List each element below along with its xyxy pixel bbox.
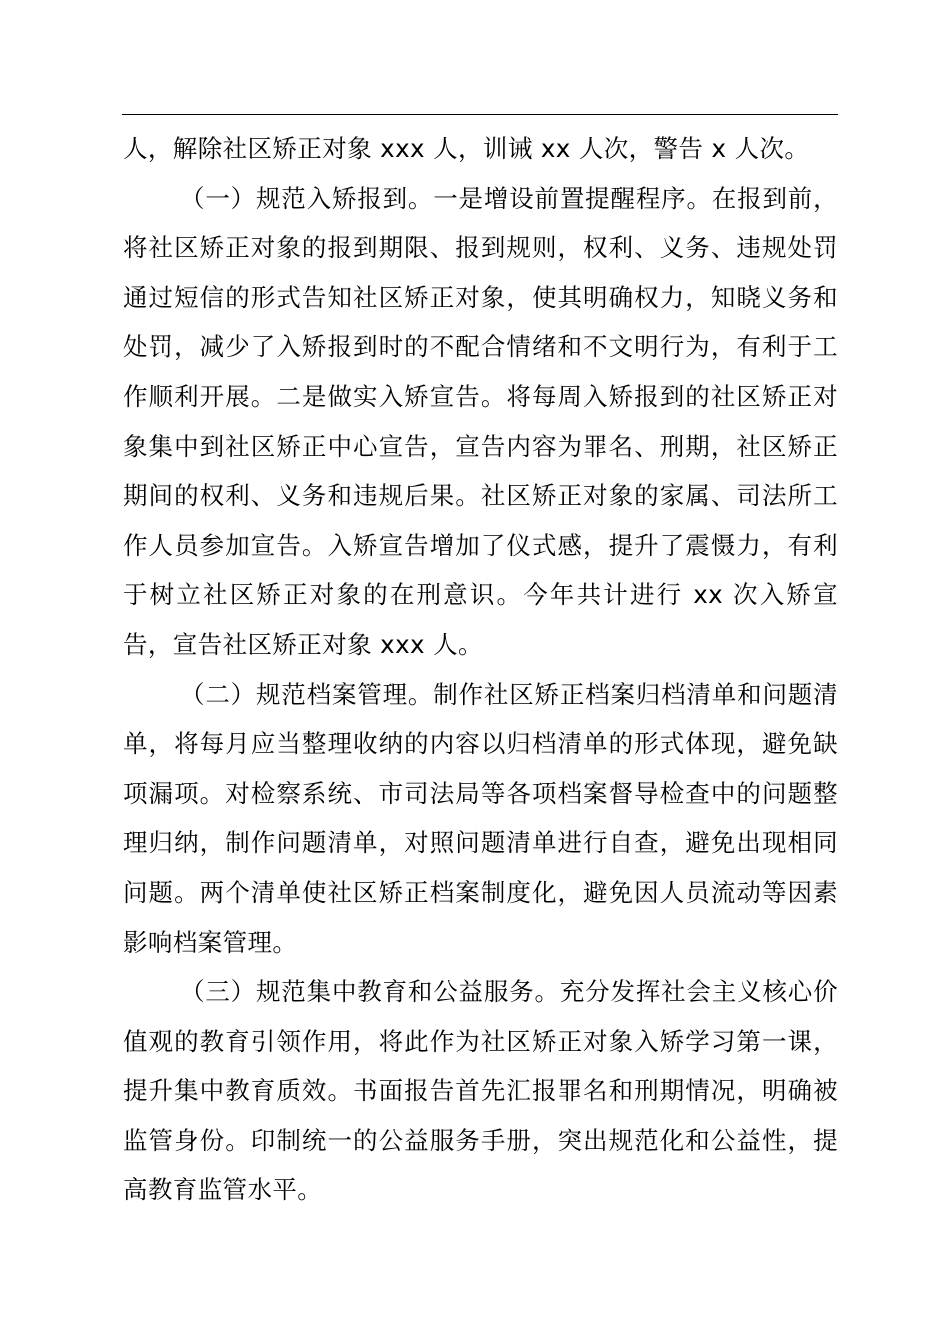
paragraph-section-1: （一）规范入矫报到。一是增设前置提醒程序。在报到前，将社区矫正对象的报到期限、报到规则，权利、义务、违规处罚通过短信的形式告知社区矫正对象，使其明确权力，知晓义务和处罚，减少了入矫报到时的不配合情绪和不文明行为，有利于工作顺利开展。二是做实入矫宣告。将每周入矫报到的社区矫正对象集中到社区矫正中心宣告，宣告内容为罪名、刑期，社区矫正期间的权利、义务和违规后果。社区矫正对象的家属、司法所工作人员参加宣告。入矫宣告增加了仪式感，提升了震慑力，有利于树立社区矫正对象的在刑意识。今年共计进行 xx 次入矫宣告，宣告社区矫正对象 xxx 人。 xyxy=(123,183,838,659)
paragraph-section-3: （三）规范集中教育和公益服务。充分发挥社会主义核心价值观的教育引领作用，将此作为社区矫正对象入矫学习第一课，提升集中教育质效。书面报告首先汇报罪名和刑期情况，明确被监管身份。印制统一的公益服务手册，突出规范化和公益性，提高教育监管水平。 xyxy=(123,977,838,1205)
document-body xyxy=(123,124,838,1215)
paragraph-continuation: 人，解除社区矫正对象 xxx 人，训诫 xx 人次，警告 x 人次。 xyxy=(123,134,810,163)
header-rule xyxy=(122,114,838,115)
paragraph-section-2: （二）规范档案管理。制作社区矫正档案归档清单和问题清单，将每月应当整理收纳的内容以归档清单的形式体现，避免缺项漏项。对检察系统、市司法局等各项档案督导检查中的问题整理归纳，制作问题清单，对照问题清单进行自查，避免出现相同问题。两个清单使社区矫正档案制度化，避免因人员流动等因素影响档案管理。 xyxy=(123,679,838,957)
